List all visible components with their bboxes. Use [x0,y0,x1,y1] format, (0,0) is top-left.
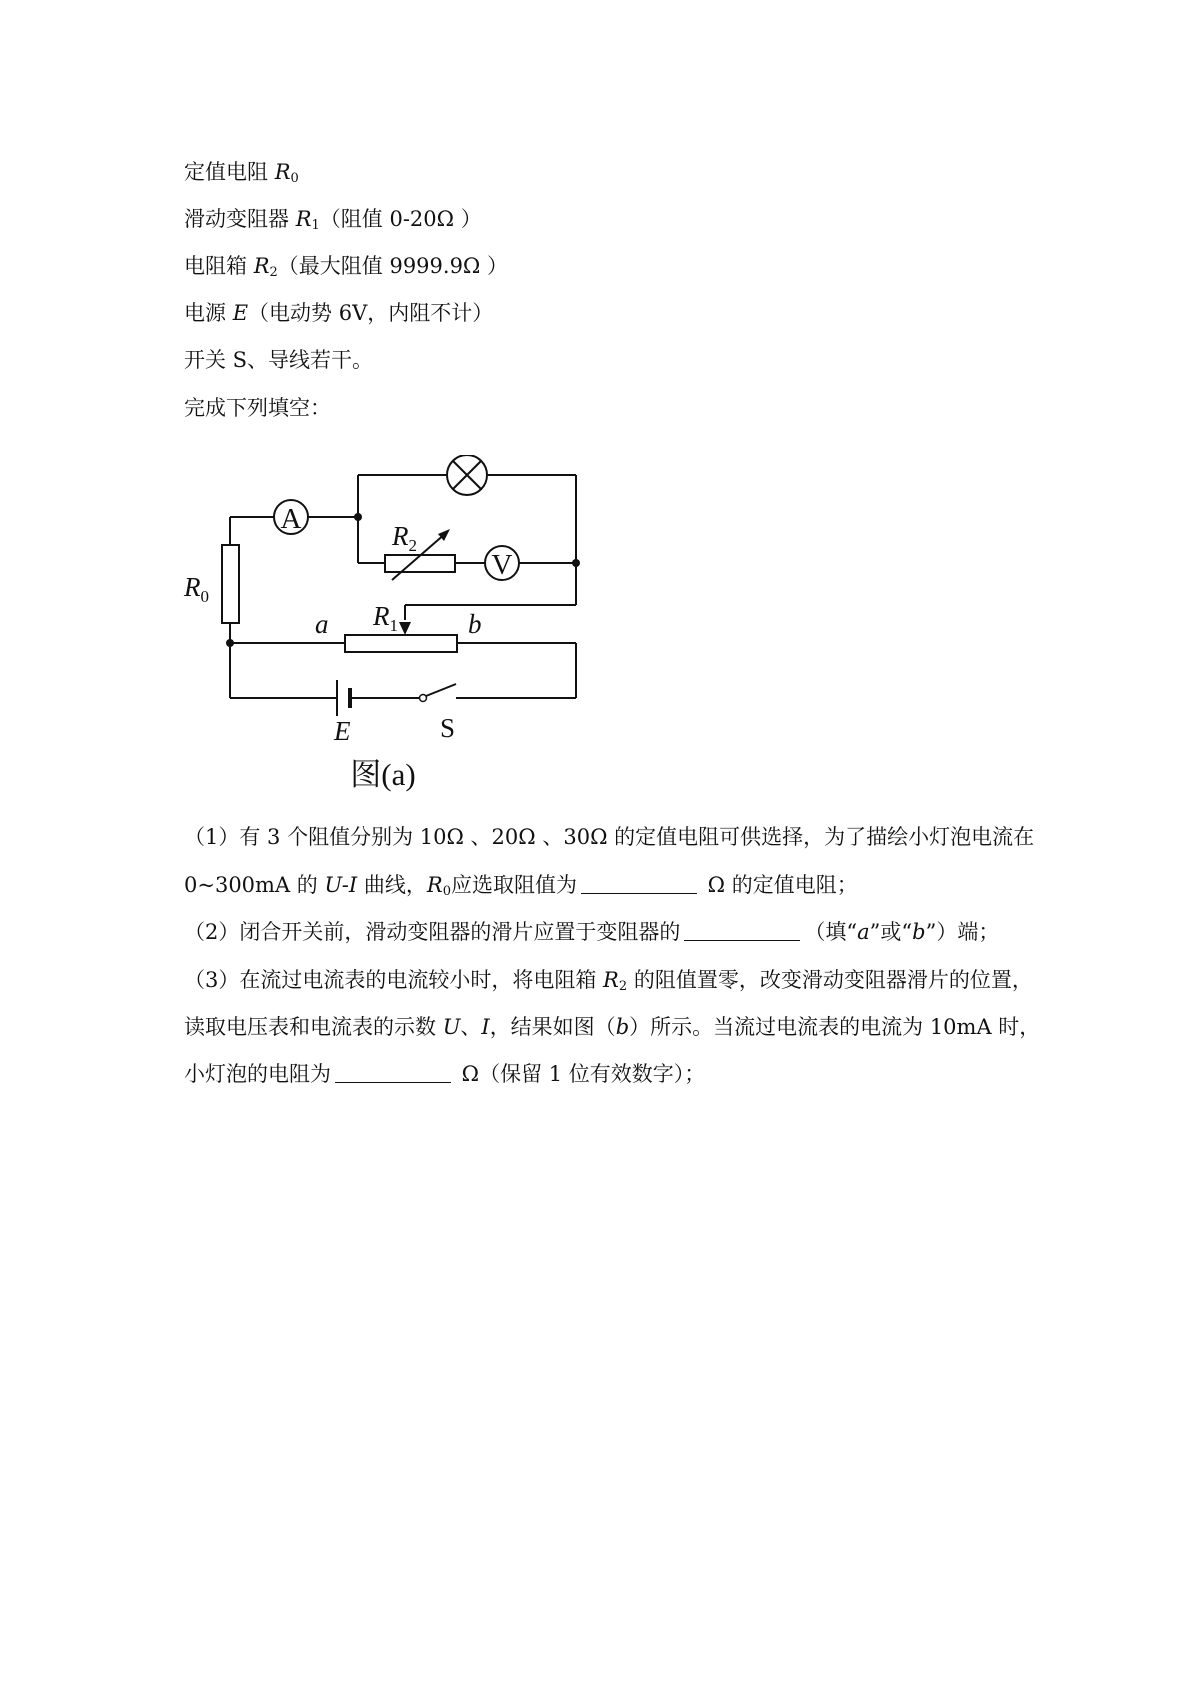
svg-text:R2: $R_2$ [392,521,417,555]
svg-text:R0: $R_0$ [184,572,209,606]
instruction: 完成下列填空： [184,396,331,420]
question-3-line-3: 小灯泡的电阻为 Ω（保留 1 位有效数字）； [184,1062,706,1086]
equipment-r0: 定值电阻 $R_0$ [184,160,299,186]
lamp-icon [447,455,487,495]
r0-label: R [184,572,201,602]
end-a-label: a [315,609,329,639]
end-b-label: b [468,609,482,639]
switch-icon [420,684,457,702]
r1-label: R [373,601,390,631]
ammeter-label: A [280,503,302,535]
equipment-e: 电源 E（电动势 6V，内阻不计） [184,301,494,325]
battery-label: E [334,716,351,746]
answer-blank-2[interactable] [684,920,800,941]
battery-icon [337,680,350,716]
question-3-line-1: （3）在流过电流表的电流较小时，将电阻箱 $R_2$ 的阻值置零，改变滑动变阻器滑片的位置， [184,968,1033,994]
r2-label: R [392,521,409,551]
r0-resistor [222,545,239,623]
answer-blank-3[interactable] [335,1062,451,1083]
svg-text:R1: $R_1$ [373,601,398,635]
voltmeter-label: V [491,549,513,581]
question-2: （2）闭合开关前，滑动变阻器的滑片应置于变阻器的 （填“a”或“b”）端； [184,920,1000,944]
figure-caption: 图(a) [350,757,416,792]
equipment-s: 开关 S、导线若干。 [184,348,374,372]
circuit-diagram [180,455,620,795]
slider-arrow-icon [399,622,411,635]
question-1-line-2: 0~300mA 的 U-I 曲线，$R_0$应选取阻值为 Ω 的定值电阻； [184,873,858,899]
equipment-r2: 电阻箱 $R_2$（最大阻值 9999.9Ω ） [184,254,509,280]
question-3-line-2: 读取电压表和电流表的示数 U、I，结果如图（b）所示。当流过电流表的电流为 10mA 时， [184,1015,1041,1039]
question-1-line-1: （1）有 3 个阻值分别为 10Ω 、20Ω 、30Ω 的定值电阻可供选择，为了描绘小灯泡电流在 [184,825,1035,849]
switch-label: S [440,713,456,743]
answer-blank-1[interactable] [581,873,697,894]
equipment-r1: 滑动变阻器 $R_1$（阻值 0-20Ω ） [184,207,482,233]
r1-rheostat [345,635,457,652]
